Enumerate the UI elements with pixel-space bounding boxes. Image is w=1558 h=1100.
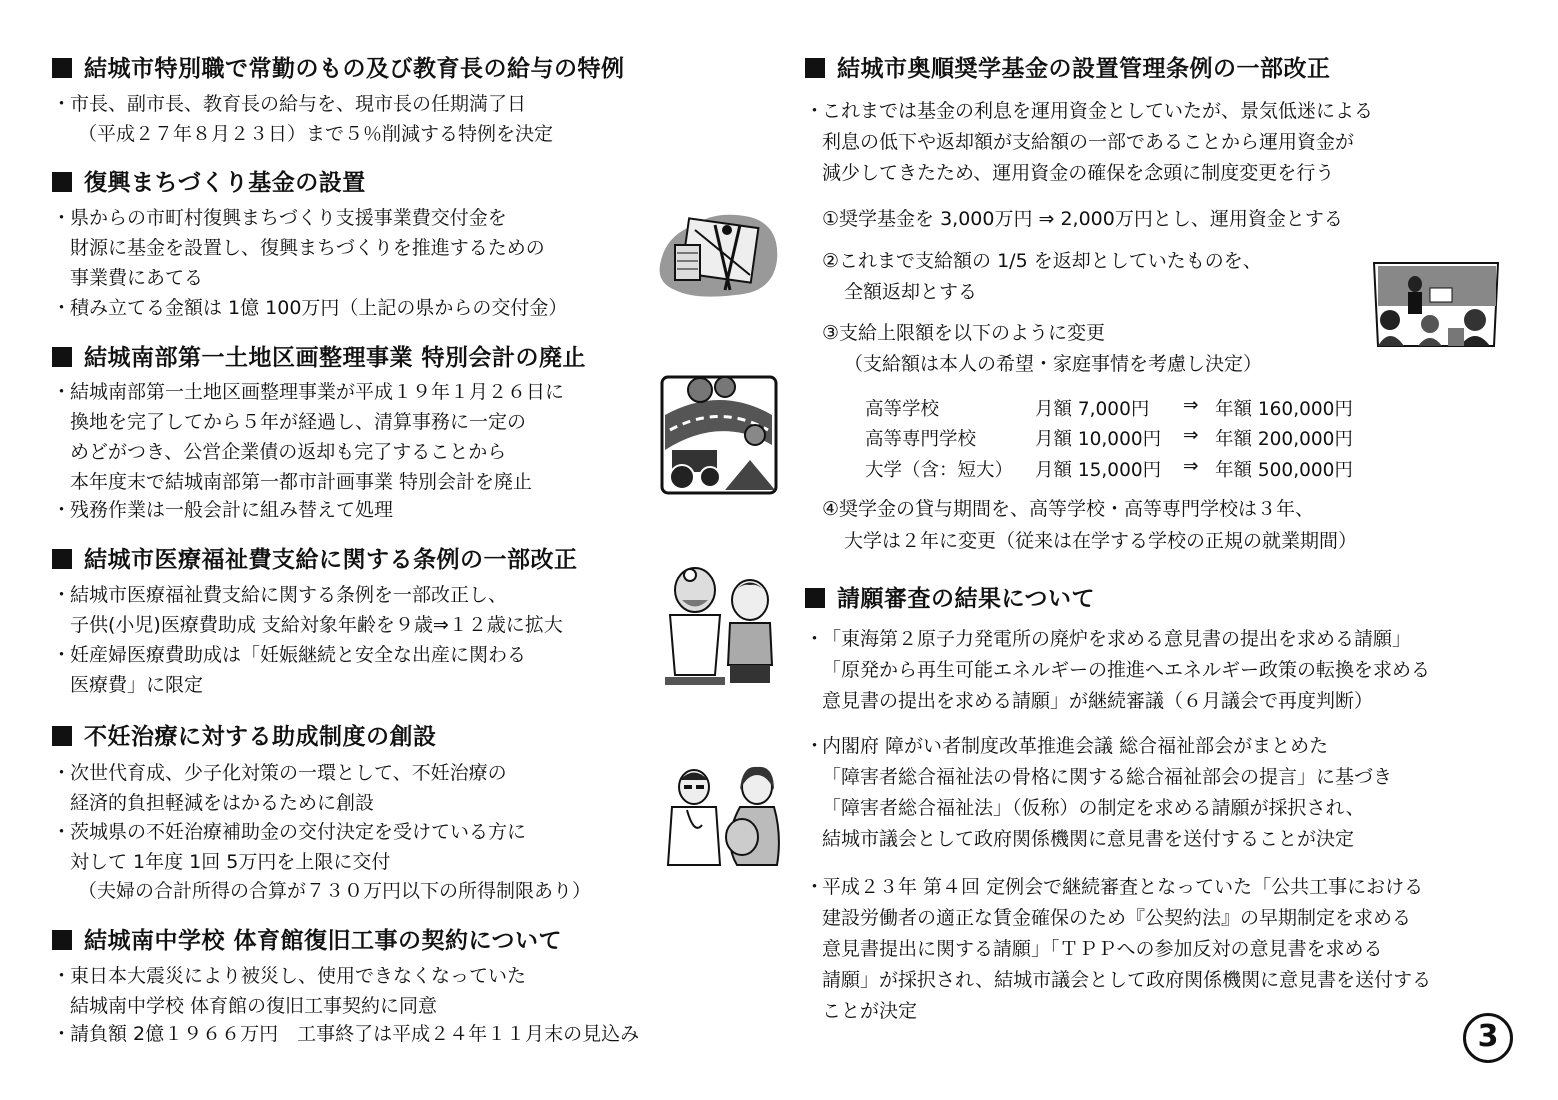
drafting-tools-illustration bbox=[655, 205, 785, 300]
text-line: （夫婦の合計所得の合算が７３０万円以下の所得制限あり） bbox=[78, 880, 592, 902]
text-line: 減少してきたため、運用資金の確保を念頭に制度変更を行う bbox=[822, 162, 1335, 184]
table-cell-annual: 年額 160,000円 bbox=[1215, 399, 1353, 420]
bullet: ・ bbox=[52, 762, 72, 784]
section-heading: 結城市特別職で常勤のもの及び教育長の給与の特例 bbox=[52, 50, 625, 83]
presentation-illustration bbox=[1370, 258, 1502, 348]
text-line: 平成２３年 第４回 定例会で継続審査となっていた「公共工事における bbox=[822, 876, 1424, 898]
text-line: 大学は２年に変更（従来は在学する学校の正規の就業期間） bbox=[844, 530, 1358, 552]
text-line: これまでは基金の利息を運用資金としていたが、景気低迷による bbox=[822, 100, 1374, 122]
text-line: 利息の低下や返却額が支給額の一部であることから運用資金が bbox=[822, 131, 1355, 153]
bullet: ・ bbox=[805, 735, 825, 757]
text-line: （支給額は本人の希望・家庭事情を考慮し決定） bbox=[844, 353, 1263, 375]
section-heading: 結城南中学校 体育館復旧工事の契約について bbox=[52, 922, 562, 955]
road-construction-illustration bbox=[660, 375, 778, 495]
text-line: 「障害者総合福祉法」（仮称）の制定を求める請願が採択され、 bbox=[822, 797, 1365, 819]
table-cell-school: 高等学校 bbox=[865, 399, 940, 420]
section-heading: 復興まちづくり基金の設置 bbox=[52, 164, 366, 197]
text-line: 本年度末で結城南部第一都市計画事業 特別会計を廃止 bbox=[70, 471, 533, 493]
text-line: 換地を完了してから５年が経過し、清算事務に一定の bbox=[70, 411, 527, 433]
text-line: 財源に基金を設置し、復興まちづくりを推進するための bbox=[70, 237, 545, 259]
text-line: 請負額 2億１９６６万円 工事終了は平成２４年１１月末の見込み bbox=[70, 1023, 640, 1045]
text-line: 意見書提出に関する請願」「ＴＰＰへの参加反対の意見書を求める bbox=[822, 938, 1383, 960]
text-line: 次世代育成、少子化対策の一環として、不妊治療の bbox=[70, 762, 507, 784]
square-bullet-icon bbox=[52, 726, 72, 746]
text-line: 医療費」に限定 bbox=[70, 674, 204, 696]
section-heading: 請願審査の結果について bbox=[805, 580, 1095, 613]
bullet: ・ bbox=[52, 1023, 72, 1045]
square-bullet-icon bbox=[52, 172, 72, 192]
text-line: 「原発から再生可能エネルギーの推進へエネルギー政策の転換を求める bbox=[822, 659, 1431, 681]
text-line: 全額返却とする bbox=[844, 281, 978, 303]
bullet: ・ bbox=[52, 499, 72, 521]
text-line: 県からの市町村復興まちづくり支援事業費交付金を bbox=[70, 207, 507, 229]
text-line: 経済的負担軽減をはかるために創設 bbox=[70, 792, 375, 814]
text-line: 対して 1年度 1回 5万円を上限に交付 bbox=[70, 851, 391, 873]
section-heading: 結城市医療福祉費支給に関する条例の一部改正 bbox=[52, 541, 578, 574]
text-line: 市長、副市長、教育長の給与を、現市長の任期満了日 bbox=[70, 93, 527, 115]
table-cell-monthly: 月額 10,000円 bbox=[1035, 429, 1162, 450]
square-bullet-icon bbox=[52, 930, 72, 950]
square-bullet-icon bbox=[805, 588, 825, 608]
bullet: ・ bbox=[805, 100, 825, 122]
text-line: 結城市医療福祉費支給に関する条例を一部改正し、 bbox=[70, 584, 508, 606]
bullet: ・ bbox=[52, 381, 72, 403]
bullet: ・ bbox=[805, 628, 825, 650]
bullet: ・ bbox=[52, 644, 72, 666]
table-cell-arrow: ⇒ bbox=[1183, 456, 1199, 477]
text-line: 結城市議会として政府関係機関に意見書を送付することが決定 bbox=[822, 828, 1355, 850]
text-line: 「東海第２原子力発電所の廃炉を求める意見書の提出を求める請願」 bbox=[822, 628, 1412, 650]
section-heading: 結城市奥順奨学基金の設置管理条例の一部改正 bbox=[805, 50, 1331, 83]
square-bullet-icon bbox=[52, 549, 72, 569]
table-cell-school: 高等専門学校 bbox=[865, 429, 977, 450]
text-line: 意見書の提出を求める請願」が継続審議（６月議会で再度判断） bbox=[822, 690, 1374, 712]
bullet: ・ bbox=[52, 965, 72, 987]
text-line: 内閣府 障がい者制度改革推進会議 総合福祉部会がまとめた bbox=[822, 735, 1329, 757]
text-line: 残務作業は一般会計に組み替えて処理 bbox=[70, 499, 394, 521]
square-bullet-icon bbox=[805, 58, 825, 78]
bullet: ・ bbox=[52, 207, 72, 229]
text-line: 結城南部第一土地区画整理事業が平成１９年１月２６日に bbox=[70, 381, 565, 403]
bullet: ・ bbox=[805, 876, 825, 898]
text-line: ①奨学基金を 3,000万円 ⇒ 2,000万円とし、運用資金とする bbox=[822, 208, 1343, 230]
text-line: 妊産婦医療費助成は「妊娠継続と安全な出産に関わる bbox=[70, 644, 527, 666]
doctor-patient-illustration bbox=[662, 765, 784, 875]
text-line: 東日本大震災により被災し、使用できなくなっていた bbox=[70, 965, 527, 987]
square-bullet-icon bbox=[52, 58, 72, 78]
text-line: ②これまで支給額の 1/5 を返却としていたものを、 bbox=[822, 250, 1262, 272]
section-heading: 不妊治療に対する助成制度の創設 bbox=[52, 718, 437, 751]
text-line: （平成２７年８月２３日）まで５％削減する特例を決定 bbox=[78, 123, 554, 145]
text-line: 請願」が採択され、結城市議会として政府関係機関に意見書を送付する bbox=[822, 969, 1432, 991]
text-line: 建設労働者の適正な賃金確保のため『公契約法』の早期制定を求める bbox=[822, 907, 1412, 929]
doctor-child-illustration bbox=[660, 565, 782, 690]
bullet: ・ bbox=[52, 297, 72, 319]
table-cell-monthly: 月額 15,000円 bbox=[1035, 460, 1162, 481]
text-line: 事業費にあてる bbox=[70, 267, 204, 289]
table-cell-school: 大学（含：短大） bbox=[865, 460, 1014, 481]
text-line: 積み立てる金額は 1億 100万円（上記の県からの交付金） bbox=[70, 297, 568, 319]
table-cell-arrow: ⇒ bbox=[1183, 395, 1199, 416]
table-cell-monthly: 月額 7,000円 bbox=[1035, 399, 1150, 420]
page-number: 3 bbox=[1463, 1013, 1513, 1063]
table-cell-arrow: ⇒ bbox=[1183, 425, 1199, 446]
text-line: ④奨学金の貸与期間を、高等学校・高等専門学校は３年、 bbox=[822, 498, 1315, 520]
section-heading: 結城南部第一土地区画整理事業 特別会計の廃止 bbox=[52, 339, 586, 372]
table-cell-annual: 年額 200,000円 bbox=[1215, 429, 1353, 450]
text-line: ことが決定 bbox=[822, 1000, 918, 1022]
square-bullet-icon bbox=[52, 347, 72, 367]
text-line: 結城南中学校 体育館の復旧工事契約に同意 bbox=[70, 995, 438, 1017]
text-line: 「障害者総合福祉法の骨格に関する総合福祉部会の提言」に基づき bbox=[822, 766, 1393, 788]
text-line: めどがつき、公営企業債の返却も完了することから bbox=[70, 441, 507, 463]
bullet: ・ bbox=[52, 584, 72, 606]
bullet: ・ bbox=[52, 821, 72, 843]
text-line: ③支給上限額を以下のように変更 bbox=[822, 322, 1106, 344]
table-cell-annual: 年額 500,000円 bbox=[1215, 460, 1353, 481]
bullet: ・ bbox=[52, 93, 72, 115]
text-line: 子供(小児)医療費助成 支給対象年齢を９歳⇒１２歳に拡大 bbox=[70, 614, 563, 636]
text-line: 茨城県の不妊治療補助金の交付決定を受けている方に bbox=[70, 821, 527, 843]
